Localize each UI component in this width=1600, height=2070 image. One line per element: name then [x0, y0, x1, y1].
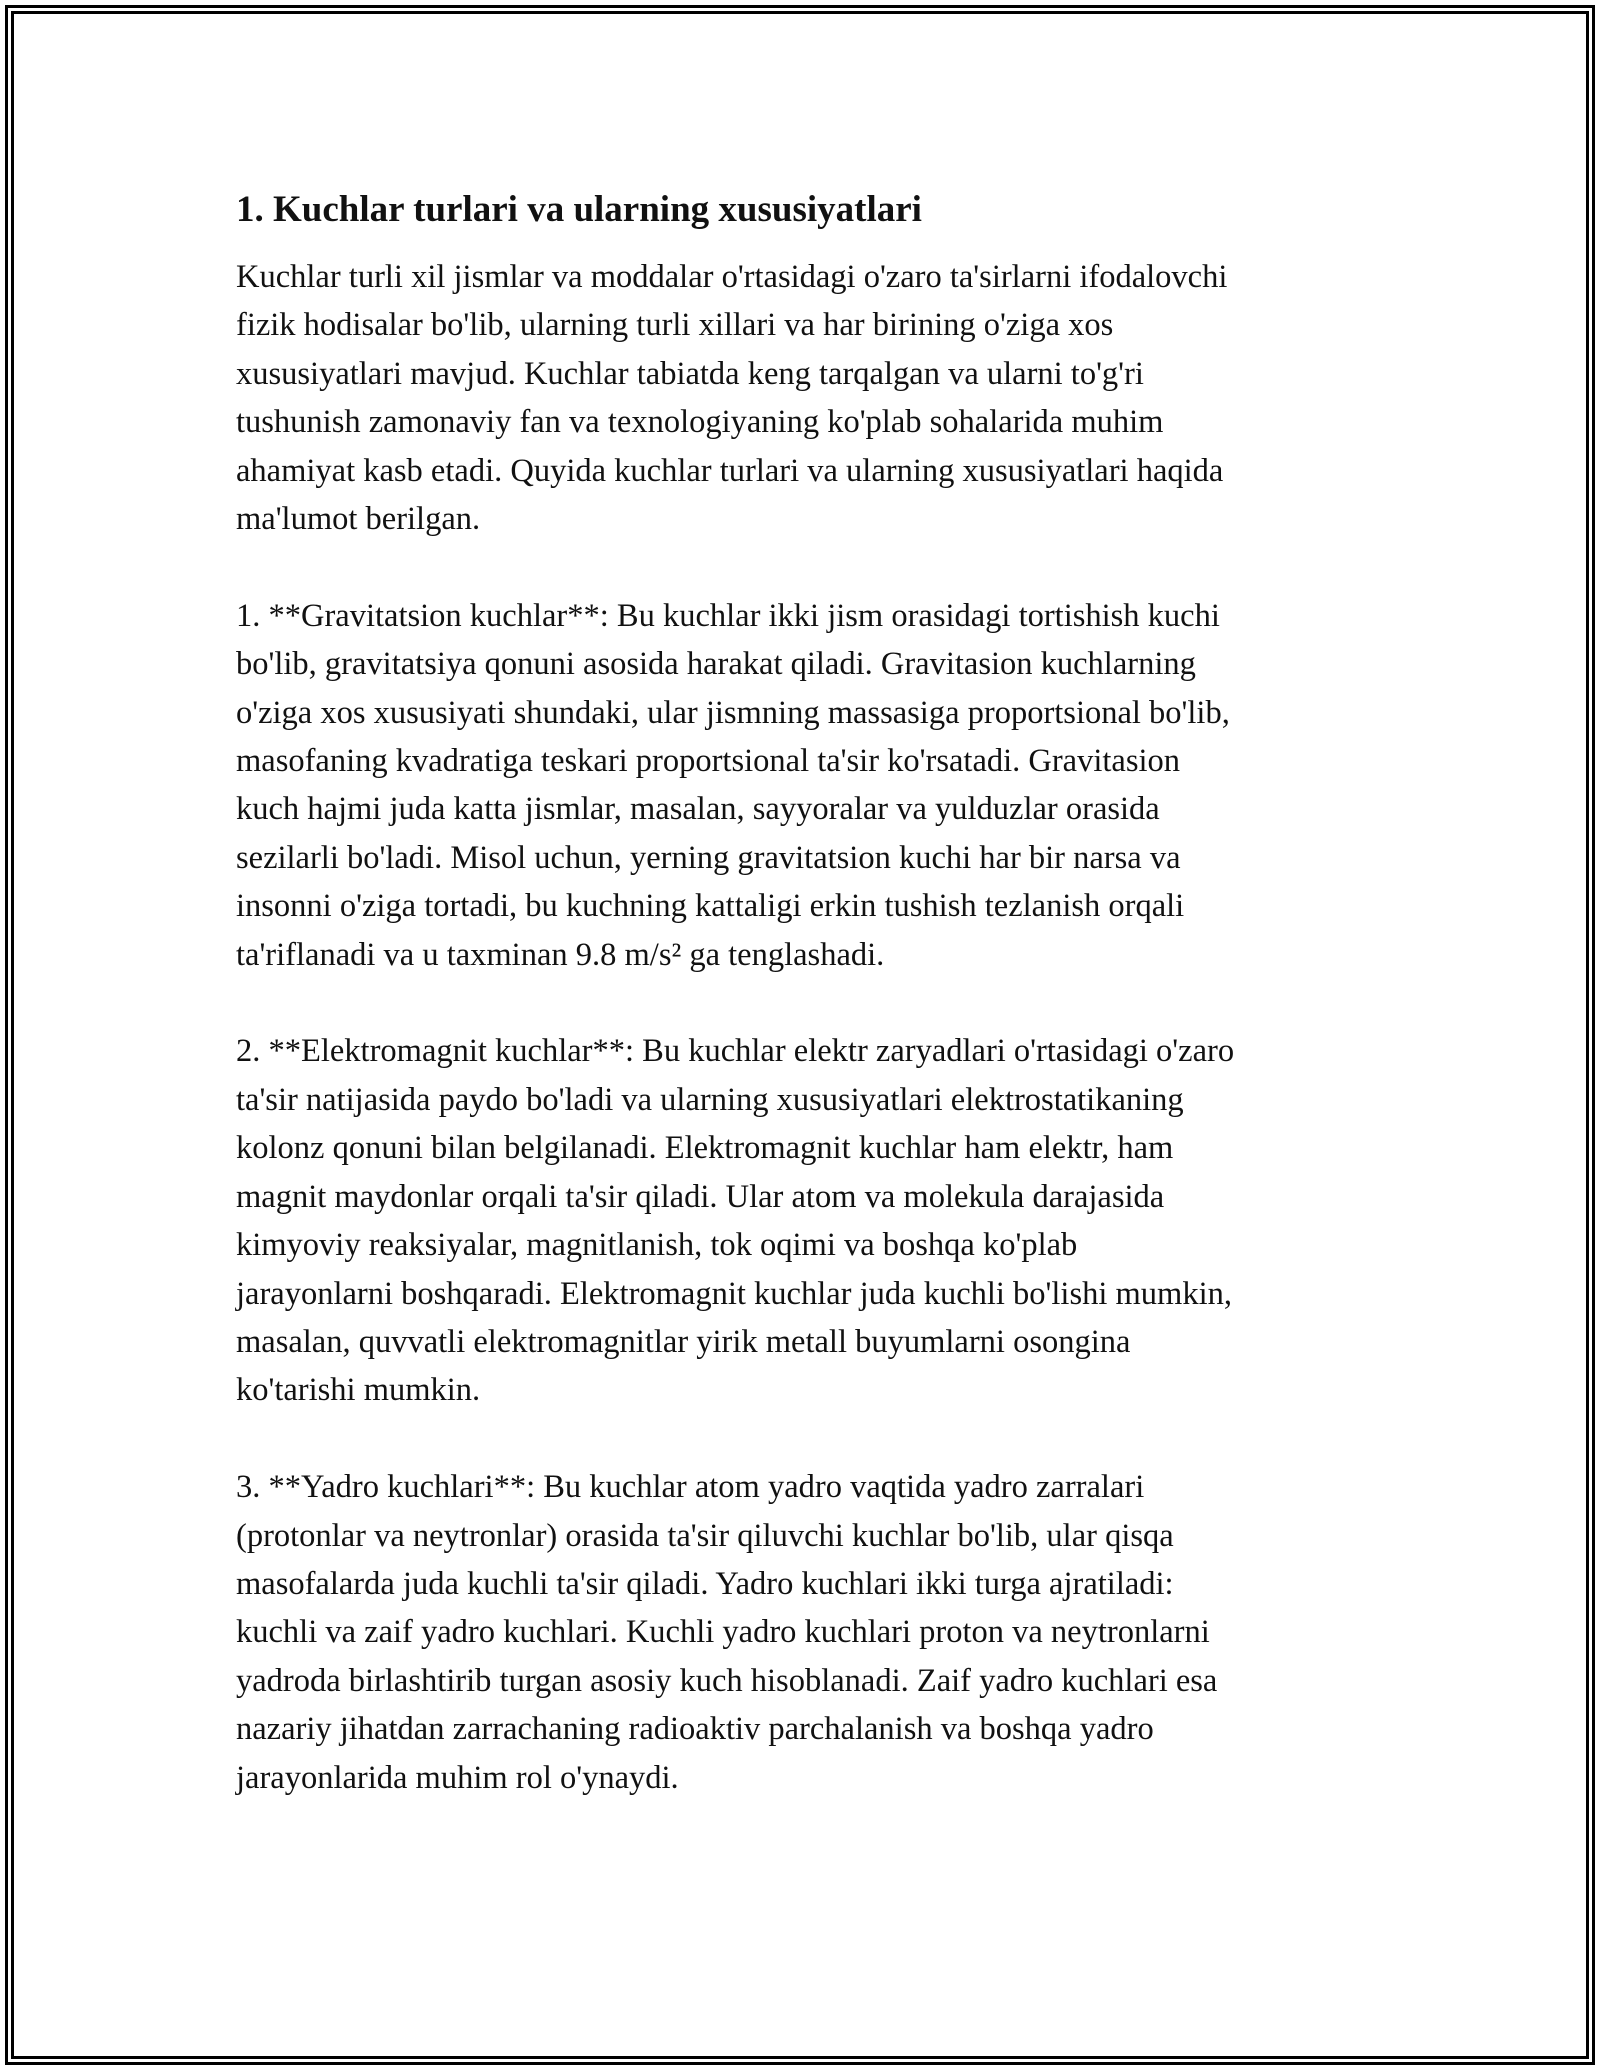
intro-paragraph: Kuchlar turli xil jismlar va moddalar o'rtasidagi o'zaro ta'sirlarni ifodalovchi fizik hodisalar bo'lib, ularning turli xillari va har birining o'ziga xos xususiyatlari mavjud. Kuchlar tabiatda keng tarqalgan va ularni to'g'ri tushunish zamonaviy fan va texnologiyaning ko'plab sohalarida muhim ahamiyat kasb etadi. Quyida kuchlar turlari va ularning xususiyatlari haqida ma'lumot berilgan.: [236, 259, 1228, 538]
electromagnetic-forces-paragraph: 2. **Elektromagnit kuchlar**: Bu kuchlar elektr zaryadlari o'rtasidagi o'zaro ta'sir natijasida paydo bo'ladi va ularning xususiyatlari elektrostatikaning kolonz qonuni bilan belgilanadi. Elektromagnit kuchlar ham elektr, ham magnit maydonlar orqali ta'sir qiladi. Ular atom va molekula darajasida kimyoviy reaksiyalar, magnitlanish, tok oqimi va boshqa ko'plab jarayonlarni boshqaradi. Elektromagnit kuchlar juda kuchli bo'lishi mumkin, masalan, quvvatli elektromagnitlar yirik metall buyumlarni osongina ko'tarishi mumkin.: [236, 1033, 1235, 1409]
document-body: [236, 185, 1366, 1802]
nuclear-forces-paragraph: 3. **Yadro kuchlari**: Bu kuchlar atom yadro vaqtida yadro zarralari (protonlar va neytronlar) orasida ta'sir qiluvchi kuchlar bo'lib, ular qisqa masofalarda juda kuchli ta'sir qiladi. Yadro kuchlari ikki turga ajratiladi: kuchli va zaif yadro kuchlari. Kuchli yadro kuchlari proton va neytronlarni yadroda birlashtirib turgan asosiy kuch hisoblanadi. Zaif yadro kuchlari esa nazariy jihatdan zarrachaning radioaktiv parchalanish va boshqa yadro jarayonlarida muhim rol o'ynaydi.: [236, 1469, 1218, 1796]
gravitational-forces-paragraph: 1. **Gravitatsion kuchlar**: Bu kuchlar ikki jism orasidagi tortishish kuchi bo'lib, gravitatsiya qonuni asosida harakat qiladi. Gravitasion kuchlarning o'ziga xos xususiyati shundaki, ular jismning massasiga proportsional bo'lib, masofaning kvadratiga teskari proportsional ta'sir ko'rsatadi. Gravitasion kuch hajmi juda katta jismlar, masalan, sayyoralar va yulduzlar orasida sezilarli bo'ladi. Misol uchun, yerning gravitatsion kuchi har bir narsa va insonni o'ziga tortadi, bu kuchning kattaligi erkin tushish tezlanish orqali ta'riflanadi va u taxminan 9.8 m/s² ga tenglashadi.: [236, 597, 1230, 973]
page-title: 1. Kuchlar turlari va ularning xususiyatlari: [236, 189, 922, 230]
